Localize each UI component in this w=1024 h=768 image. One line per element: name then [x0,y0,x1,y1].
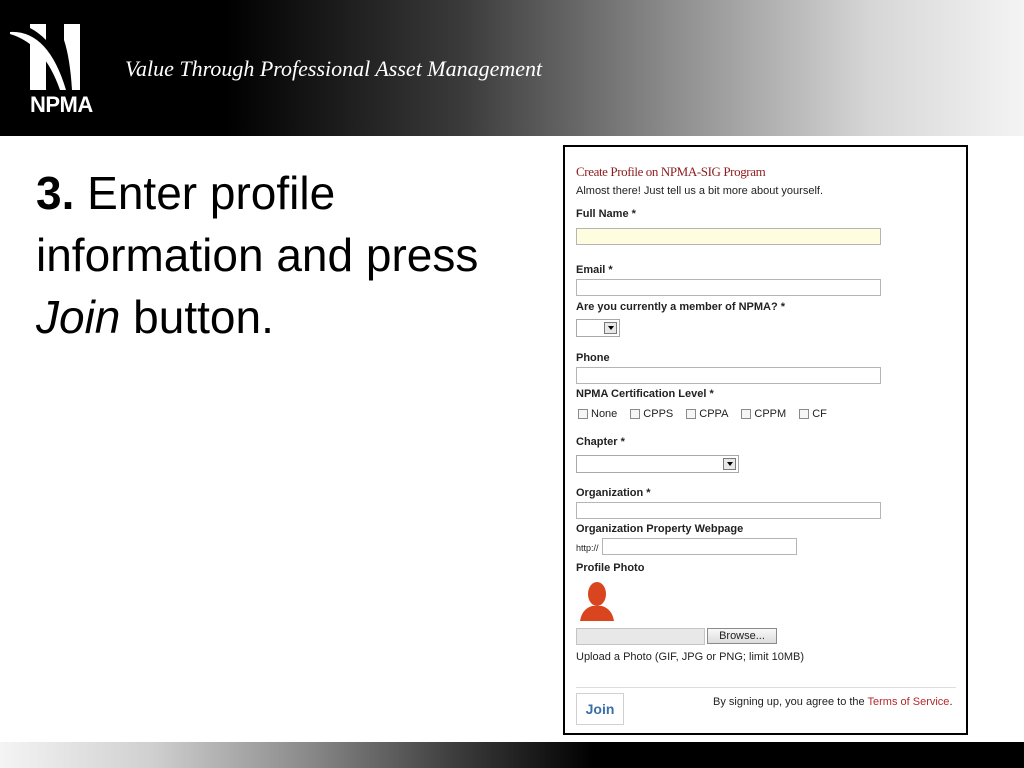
instruction-emphasis: Join [36,291,121,343]
member-select[interactable] [576,319,620,337]
certification-label: NPMA Certification Level * [576,388,714,400]
phone-label: Phone [576,352,610,364]
checkbox-cppm[interactable] [741,409,751,419]
phone-input[interactable] [576,367,881,384]
header-tagline: Value Through Professional Asset Management [125,56,543,81]
checkbox-cf[interactable] [799,409,809,419]
upload-note: Upload a Photo (GIF, JPG or PNG; limit 10MB) [576,651,805,663]
file-path-field[interactable] [576,628,705,645]
step-number: 3. [36,167,75,219]
webpage-label: Organization Property Webpage [576,523,744,535]
checkbox-label-cpps: CPPS [643,408,674,420]
instruction-part-1: Enter profile information and press [36,167,479,281]
browse-button[interactable]: Browse... [707,628,777,644]
join-button[interactable]: Join [576,693,624,725]
chapter-select[interactable] [576,455,739,473]
checkbox-label-cppa: CPPA [699,408,729,420]
terms-end: . [949,696,953,708]
checkbox-none[interactable] [578,409,588,419]
checkbox-label-none: None [591,408,618,420]
email-label: Email * [576,264,613,276]
email-input[interactable] [576,279,881,296]
webpage-prefix: http:// [576,543,599,553]
form-title: Create Profile on NPMA-SIG Program [576,164,766,179]
certification-options [578,408,840,420]
chevron-down-icon [723,458,736,470]
logo-text: NPMA [30,92,93,117]
chapter-label: Chapter * [576,436,625,448]
instruction-text [36,162,536,348]
terms-prefix: By signing up, you agree to the [713,696,868,708]
checkbox-label-cppm: CPPM [754,408,787,420]
organization-input[interactable] [576,502,881,519]
terms-text [713,696,953,708]
webpage-input[interactable] [602,538,797,555]
full-name-input[interactable] [576,228,881,245]
profile-form-panel [563,145,968,735]
checkbox-cppa[interactable] [686,409,696,419]
terms-of-service-link[interactable]: Terms of Service [867,696,950,708]
organization-label: Organization * [576,487,651,499]
profile-photo-label: Profile Photo [576,562,645,574]
header-banner [0,0,1024,136]
member-label: Are you currently a member of NPMA? * [576,301,786,313]
checkbox-label-cf: CF [812,408,827,420]
checkbox-cpps[interactable] [630,409,640,419]
form-subtitle: Almost there! Just tell us a bit more about yourself. [576,185,824,197]
instruction-part-2: button. [120,291,274,343]
full-name-label: Full Name * [576,208,636,220]
default-profile-silhouette-icon [576,579,618,621]
chevron-down-icon [604,322,617,334]
divider [576,687,956,688]
footer-bar [0,742,1024,768]
